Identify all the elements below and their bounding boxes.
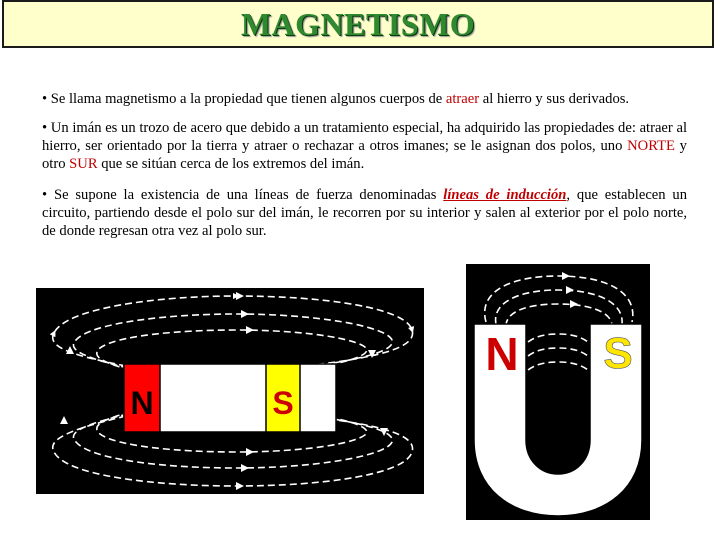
text: y otro bbox=[42, 138, 687, 172]
highlight-lineas-de-induccion: líneas de inducción bbox=[443, 187, 567, 203]
paragraph-magnetism-definition bbox=[42, 90, 687, 108]
page-title: MAGNETISMO bbox=[240, 5, 476, 42]
text: Se llama magnetismo a la propiedad que tienen algunos cuerpos de bbox=[47, 91, 446, 107]
text: , que establecen un circuito, partiendo desde el polo sur del imán, le recorren por su interior y salen al exterior por el polo norte, de donde regresan otra vez al polo sur. bbox=[42, 187, 688, 239]
text: Un imán es un trozo de acero que debido a un tratamiento especial, ha adquirido las propiedades de: atraer al hierro, ser orientado por la tierra y atraer o rechazar a otros imanes; se le asignan dos polos, uno bbox=[42, 120, 687, 154]
north-label: N bbox=[485, 328, 519, 380]
highlight-sur: SUR bbox=[69, 156, 98, 172]
title-banner bbox=[2, 0, 714, 48]
text: al hierro y sus derivados. bbox=[479, 91, 630, 107]
paragraph-iman-definition bbox=[42, 119, 687, 173]
u-magnet-figure bbox=[466, 264, 650, 520]
text: Se supone la existencia de una líneas de fuerza denominadas bbox=[47, 187, 444, 203]
south-label: S bbox=[272, 385, 294, 421]
paragraph-lineas-induccion bbox=[42, 186, 687, 240]
highlight-norte: NORTE bbox=[627, 138, 675, 154]
highlight-atraer: atraer bbox=[445, 91, 480, 107]
page-number: 16 bbox=[623, 503, 640, 520]
south-label: S bbox=[603, 329, 633, 378]
text: que se sitúan cerca de los extremos del imán. bbox=[97, 156, 365, 172]
bullet: • bbox=[42, 120, 48, 136]
bullet: • bbox=[42, 91, 48, 107]
bar-magnet-figure bbox=[36, 288, 424, 494]
bullet: • bbox=[42, 187, 48, 203]
north-label: N bbox=[130, 385, 154, 421]
